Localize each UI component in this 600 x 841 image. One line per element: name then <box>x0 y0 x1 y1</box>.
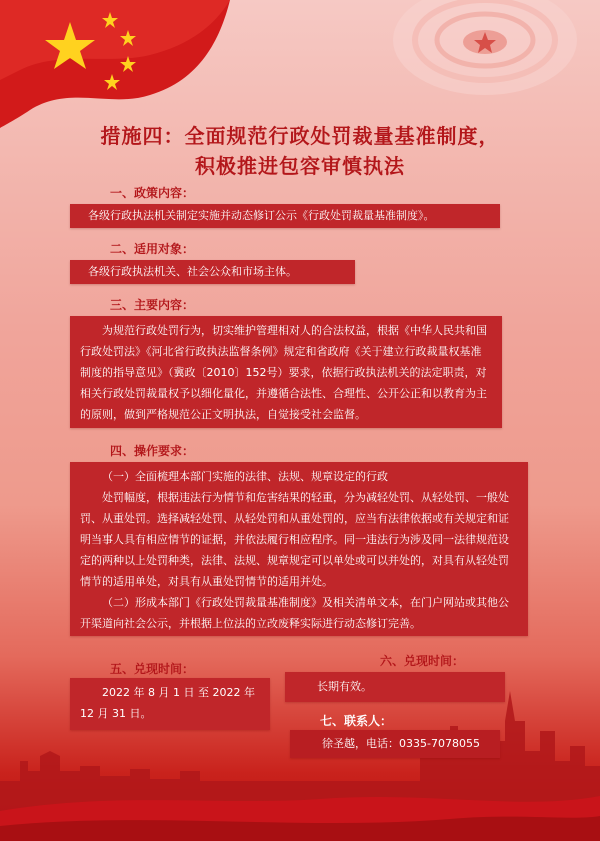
requirements-item1-text: 处罚幅度，根据违法行为情节和危害结果的轻重，分为减轻处罚、从轻处罚、一般处罚、从重处罚。选择减轻处罚、从轻处罚和从重处罚的，应当有法律依据或有关规定和证明当事人具有相应情节的证据，并依法履行相应程序。同一违法行为涉及同一法律规范设定的两种以上处罚种类，法律、法规、规章规定可以单处或可以并处的，对具有从轻处罚情节的适用单处，对具有从重处罚情节的适用并处。 <box>80 491 509 588</box>
target-box <box>70 260 355 284</box>
contact-box <box>290 730 500 758</box>
deadline6-label: 六、兑现时间： <box>380 654 465 668</box>
target-text: 各级行政执法机关、社会公众和市场主体。 <box>88 265 297 278</box>
deadline5-box <box>70 678 270 730</box>
ceiling-emblem-decoration <box>390 0 580 110</box>
content-text: 为规范行政处罚行为，切实维护管理相对人的合法权益，根据《中华人民共和国行政处罚法》《河北省行政执法监督条例》规定和省政府《关于建立行政裁量权基准制度的指导意见》（冀政〔2010〕152号）要求，依据行政执法机关的法定职责，对相关行政处罚裁量权予以细化量化，并遵循合法性、合理性、公开公正和以教育为主的原则，做到严格规范公正文明执法，自觉接受社会监督。 <box>80 324 487 421</box>
flag-decoration <box>0 0 230 130</box>
contact-text: 徐圣越，电话：0335-7078055 <box>322 737 480 750</box>
deadline5-text: 2022 年 8 月 1 日 至 2022 年 12 月 31 日。 <box>80 686 255 720</box>
requirements-item1-heading: （一）全面梳理本部门实施的法律、法规、规章设定的行政 <box>102 470 388 483</box>
policy-label: 一、政策内容： <box>110 186 195 200</box>
deadline6-box <box>285 672 505 702</box>
policy-text: 各级行政执法机关制定实施并动态修订公示《行政处罚裁量基准制度》。 <box>88 209 435 222</box>
target-label: 二、适用对象： <box>110 242 195 256</box>
deadline6-text: 长期有效。 <box>317 680 372 693</box>
title-line-2: 积极推进包容审慎执法 <box>195 154 405 178</box>
policy-box <box>70 204 500 228</box>
contact-label: 七、联系人： <box>320 714 393 728</box>
requirements-box <box>70 462 528 636</box>
title-line-1: 措施四：全面规范行政处罚裁量基准制度， <box>100 124 500 148</box>
content-label: 三、主要内容： <box>110 298 195 312</box>
requirements-label: 四、操作要求： <box>110 444 195 458</box>
deadline5-label: 五、兑现时间： <box>110 662 195 676</box>
requirements-item2-text: （二）形成本部门《行政处罚裁量基准制度》及相关清单文本，在门户网站或其他公开渠道向社会公示，并根据上位法的立改废释实际进行动态修订完善。 <box>80 596 509 630</box>
content-box <box>70 316 502 428</box>
